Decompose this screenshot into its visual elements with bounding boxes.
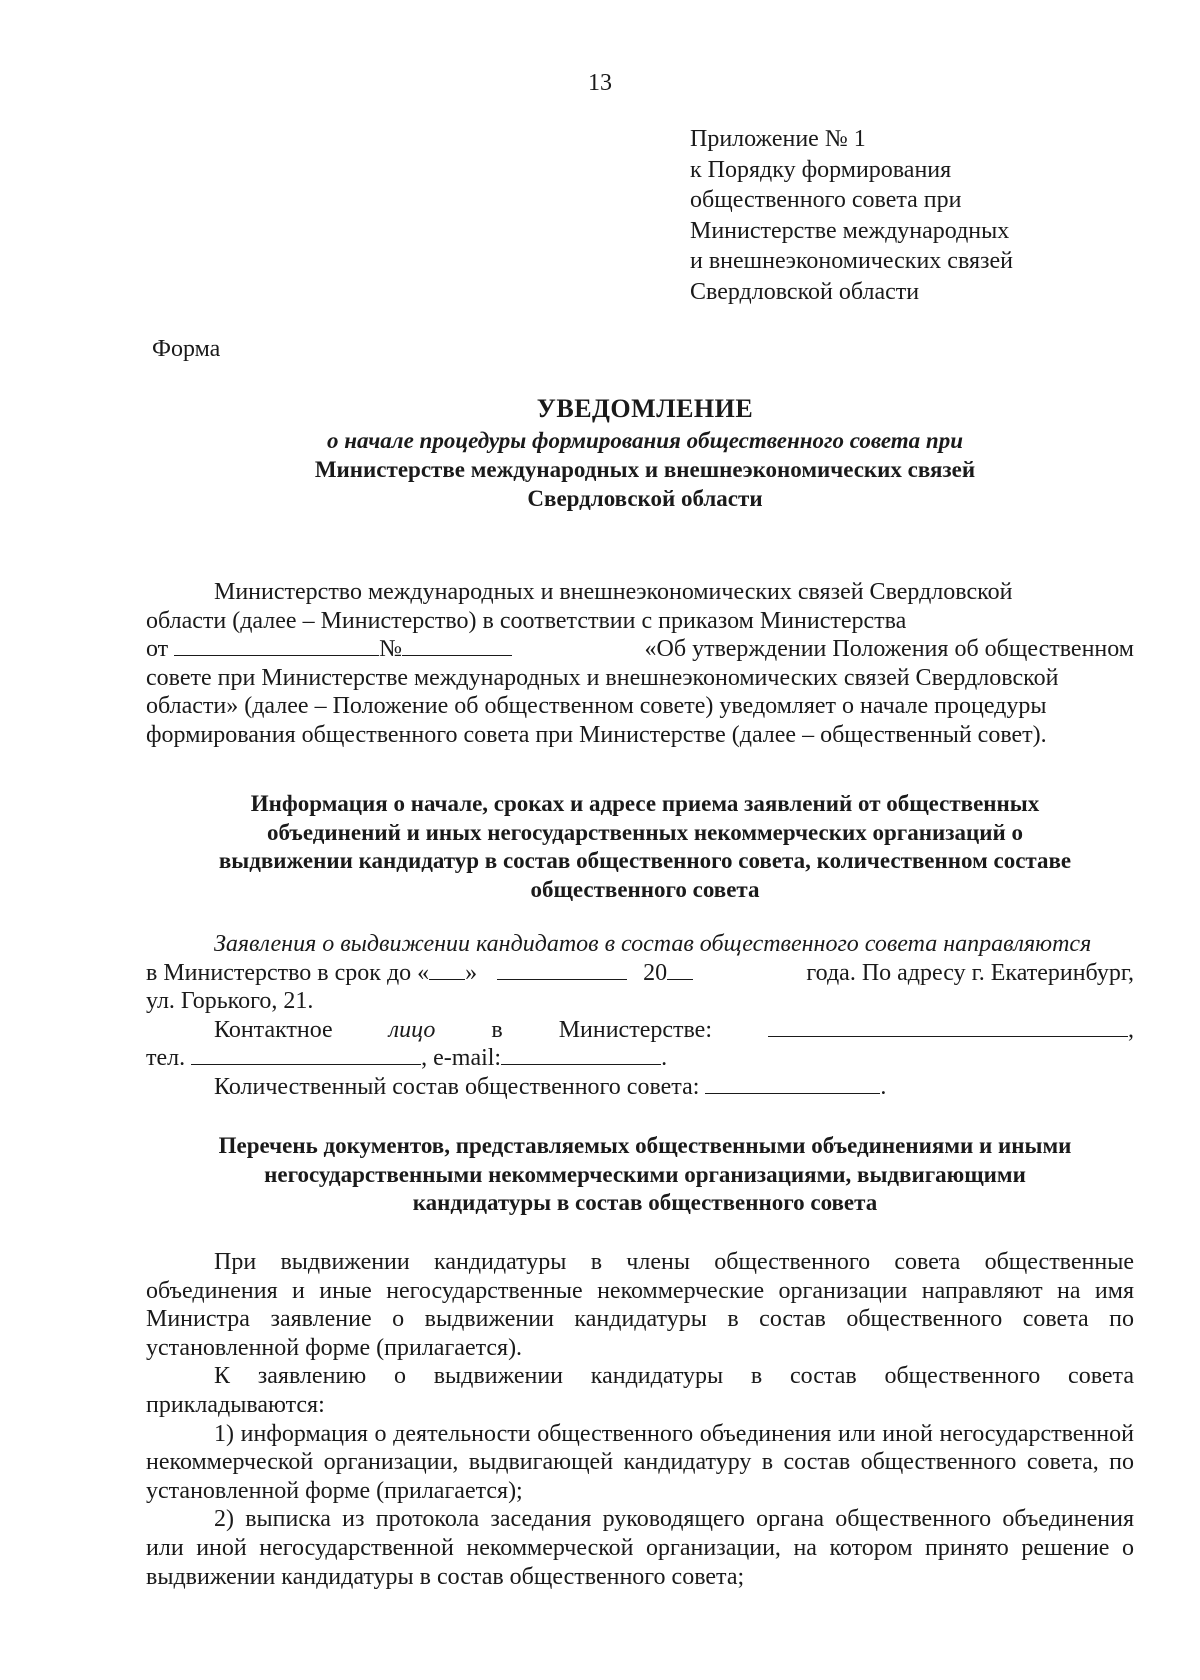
- appendix-line: и внешнеэкономических связей: [690, 248, 1013, 274]
- intro-line-text: совете при Министерстве международных и внешнеэкономических связей Свердловской: [146, 664, 1059, 691]
- order-date-blank: [174, 635, 379, 656]
- body-paragraph: К заявлению о выдвижении кандидатуры в состав общественного совета прикладываются:: [146, 1363, 1134, 1418]
- order-number-blank: [402, 635, 512, 656]
- intro-line-text: области» (далее – Положение об общественном совете) уведомляет о начале процедуры: [146, 693, 1047, 720]
- appendix-line: Свердловской области: [690, 278, 920, 305]
- deadline-row: [146, 959, 1134, 988]
- phone-label: тел.: [146, 1045, 186, 1072]
- heading-line: негосударственными некоммерческими организациями, выдвигающими: [264, 1161, 1026, 1187]
- quantity-blank: [705, 1073, 880, 1094]
- section-info-body: [146, 930, 1134, 1102]
- contact-word: Контактное: [214, 1016, 333, 1043]
- title-sub-line: о начале процедуры формирования общественного совета при: [326, 428, 963, 453]
- intro-line: [146, 692, 1134, 721]
- appendix-line: к Порядку формирования: [690, 156, 952, 183]
- deadline-month-blank: [497, 959, 627, 980]
- order-title-text: «Об утверждении Положения об общественном: [644, 636, 1134, 663]
- order-number-label: №: [379, 636, 403, 663]
- deadline-day-blank: [429, 959, 465, 980]
- appendix-line: Приложение № 1: [690, 126, 866, 152]
- heading-line: объединений и иных негосударственных некоммерческих организаций о: [266, 819, 1023, 845]
- order-date-label: от: [146, 636, 169, 663]
- body-paragraph: При выдвижении кандидатуры в члены общественного совета общественные объединения и иные негосударственные некоммерческие организации направляют на имя Министра заявление о выдвижении кандидатуры в состав общественного совета по установленной форме (прилагается).: [146, 1249, 1134, 1361]
- contact-person-blank: [768, 1016, 1128, 1037]
- phone-email-row: [146, 1044, 1134, 1073]
- appendix-line: общественного совета при: [690, 187, 962, 213]
- intro-line-text: области (далее – Министерство) в соответствии с приказом Министерства: [146, 607, 907, 634]
- intro-line: [146, 578, 1134, 607]
- heading-line: общественного совета: [530, 876, 760, 902]
- section-heading-info: [140, 790, 1150, 904]
- heading-line: кандидатуры в состав общественного совета: [412, 1190, 878, 1215]
- intro-line: [146, 607, 1134, 636]
- section-documents-body: [146, 1248, 1134, 1591]
- list-item: 2) выписка из протокола заседания руководящего органа общественного объединения или иной негосударственной некоммерческой организации, на котором принято решение о выдвижении кандидатуры в состав общественного совета;: [146, 1506, 1134, 1590]
- contact-word: Министерстве:: [558, 1016, 713, 1043]
- title-sub-line: Свердловской области: [527, 486, 763, 511]
- heading-line: Информация о начале, сроках и адресе приема заявлений от общественных: [250, 791, 1040, 816]
- order-date-row: [146, 635, 512, 664]
- body-line: [146, 930, 1134, 959]
- contact-word: в: [491, 1016, 503, 1043]
- intro-line-text: Министерство международных и внешнеэкономических связей Свердловской: [214, 579, 1013, 605]
- deadline-year-blank: [667, 959, 693, 980]
- intro-line-text: формирования общественного совета при Министерстве (далее – общественный совет).: [146, 721, 1047, 748]
- appendix-reference: [690, 124, 1013, 307]
- deadline-label: в Министерство в срок до «: [146, 959, 430, 986]
- deadline-year-prefix: 20: [643, 959, 668, 986]
- list-item: 1) информация о деятельности общественного объединения или иной негосударственной некоммерческой организации, выдвигающей кандидатуру в состав общественного совета, по установленной форме (прилагается);: [146, 1420, 1134, 1504]
- form-label: Форма: [152, 336, 221, 362]
- page-number: 13: [588, 70, 612, 96]
- heading-line: выдвижении кандидатур в состав общественного совета, количественном составе: [218, 848, 1072, 873]
- appendix-line: Министерстве международных: [690, 217, 1010, 244]
- address-street: ул. Горького, 21.: [146, 988, 314, 1015]
- intro-line: [146, 635, 1134, 664]
- quantity-label: Количественный состав общественного совета:: [214, 1073, 700, 1100]
- intro-paragraph: [146, 578, 1134, 750]
- email-period: .: [661, 1045, 668, 1072]
- address-text: года. По адресу г. Екатеринбург,: [806, 959, 1134, 986]
- email-label: , e-mail:: [421, 1045, 502, 1072]
- intro-line: [146, 664, 1134, 693]
- title-sub-line: Министерстве международных и внешнеэкономических связей: [314, 457, 976, 482]
- heading-line: Перечень документов, представляемых общественными объединениями и иными: [218, 1133, 1072, 1158]
- deadline-quote-close: »: [465, 959, 478, 986]
- contact-row: [146, 1016, 1134, 1045]
- contact-word: лицо: [388, 1016, 436, 1043]
- contact-comma: ,: [1127, 1016, 1134, 1043]
- document-title: [140, 392, 1150, 513]
- intro-line: [146, 721, 1134, 750]
- quantity-period: .: [880, 1073, 887, 1100]
- quantity-row: [146, 1073, 1134, 1102]
- title-main: УВЕДОМЛЕНИЕ: [536, 394, 754, 423]
- phone-blank: [191, 1044, 421, 1065]
- body-line-text: Заявления о выдвижении кандидатов в состав общественного совета направляются: [214, 931, 1092, 957]
- section-heading-documents: [140, 1132, 1150, 1218]
- email-blank: [501, 1044, 661, 1065]
